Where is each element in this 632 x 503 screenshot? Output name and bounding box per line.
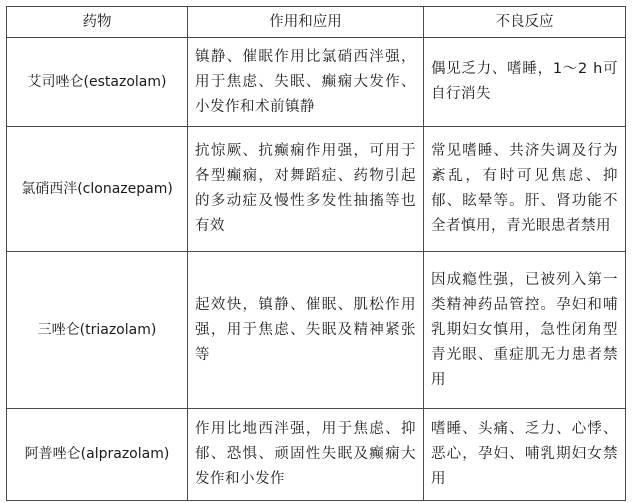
table-row <box>7 127 626 252</box>
header-drug: 药物 <box>7 7 188 38</box>
table-row <box>7 38 626 127</box>
drug-table <box>6 6 626 501</box>
drug-name-cell: 三唑仑(triazolam) <box>7 252 188 409</box>
header-use: 作用和应用 <box>188 7 424 38</box>
use-cell: 抗惊厥、抗癫痫作用强，可用于各型癫痫，对舞蹈症、药物引起的多动症及慢性多发性抽搐等也有效 <box>188 127 424 252</box>
use-cell: 镇静、催眠作用比氯硝西泮强，用于焦虑、失眠、癫痫大发作、小发作和术前镇静 <box>188 38 424 127</box>
drug-name-cell: 氯硝西泮(clonazepam) <box>7 127 188 252</box>
adverse-cell: 嗜睡、头痛、乏力、心悸、恶心，孕妇、哺乳期妇女禁用 <box>424 409 626 501</box>
table-row <box>7 409 626 501</box>
adverse-cell: 常见嗜睡、共济失调及行为紊乱，有时可见焦虑、抑郁、眩晕等。肝、肾功能不全者慎用，青光眼患者禁用 <box>424 127 626 252</box>
table-row <box>7 252 626 409</box>
use-cell: 起效快，镇静、催眠、肌松作用强，用于焦虑、失眠及精神紧张等 <box>188 252 424 409</box>
adverse-cell: 因成瘾性强，已被列入第一类精神药品管控。孕妇和哺乳期妇女慎用，急性闭角型青光眼、重症肌无力患者禁用 <box>424 252 626 409</box>
header-row <box>7 7 626 38</box>
adverse-cell: 偶见乏力、嗜睡，1～2 h可自行消失 <box>424 38 626 127</box>
drug-name-cell: 艾司唑仑(estazolam) <box>7 38 188 127</box>
drug-name-cell: 阿普唑仑(alprazolam) <box>7 409 188 501</box>
header-adverse: 不良反应 <box>424 7 626 38</box>
use-cell: 作用比地西泮强，用于焦虑、抑郁、恐惧、顽固性失眠及癫痫大发作和小发作 <box>188 409 424 501</box>
